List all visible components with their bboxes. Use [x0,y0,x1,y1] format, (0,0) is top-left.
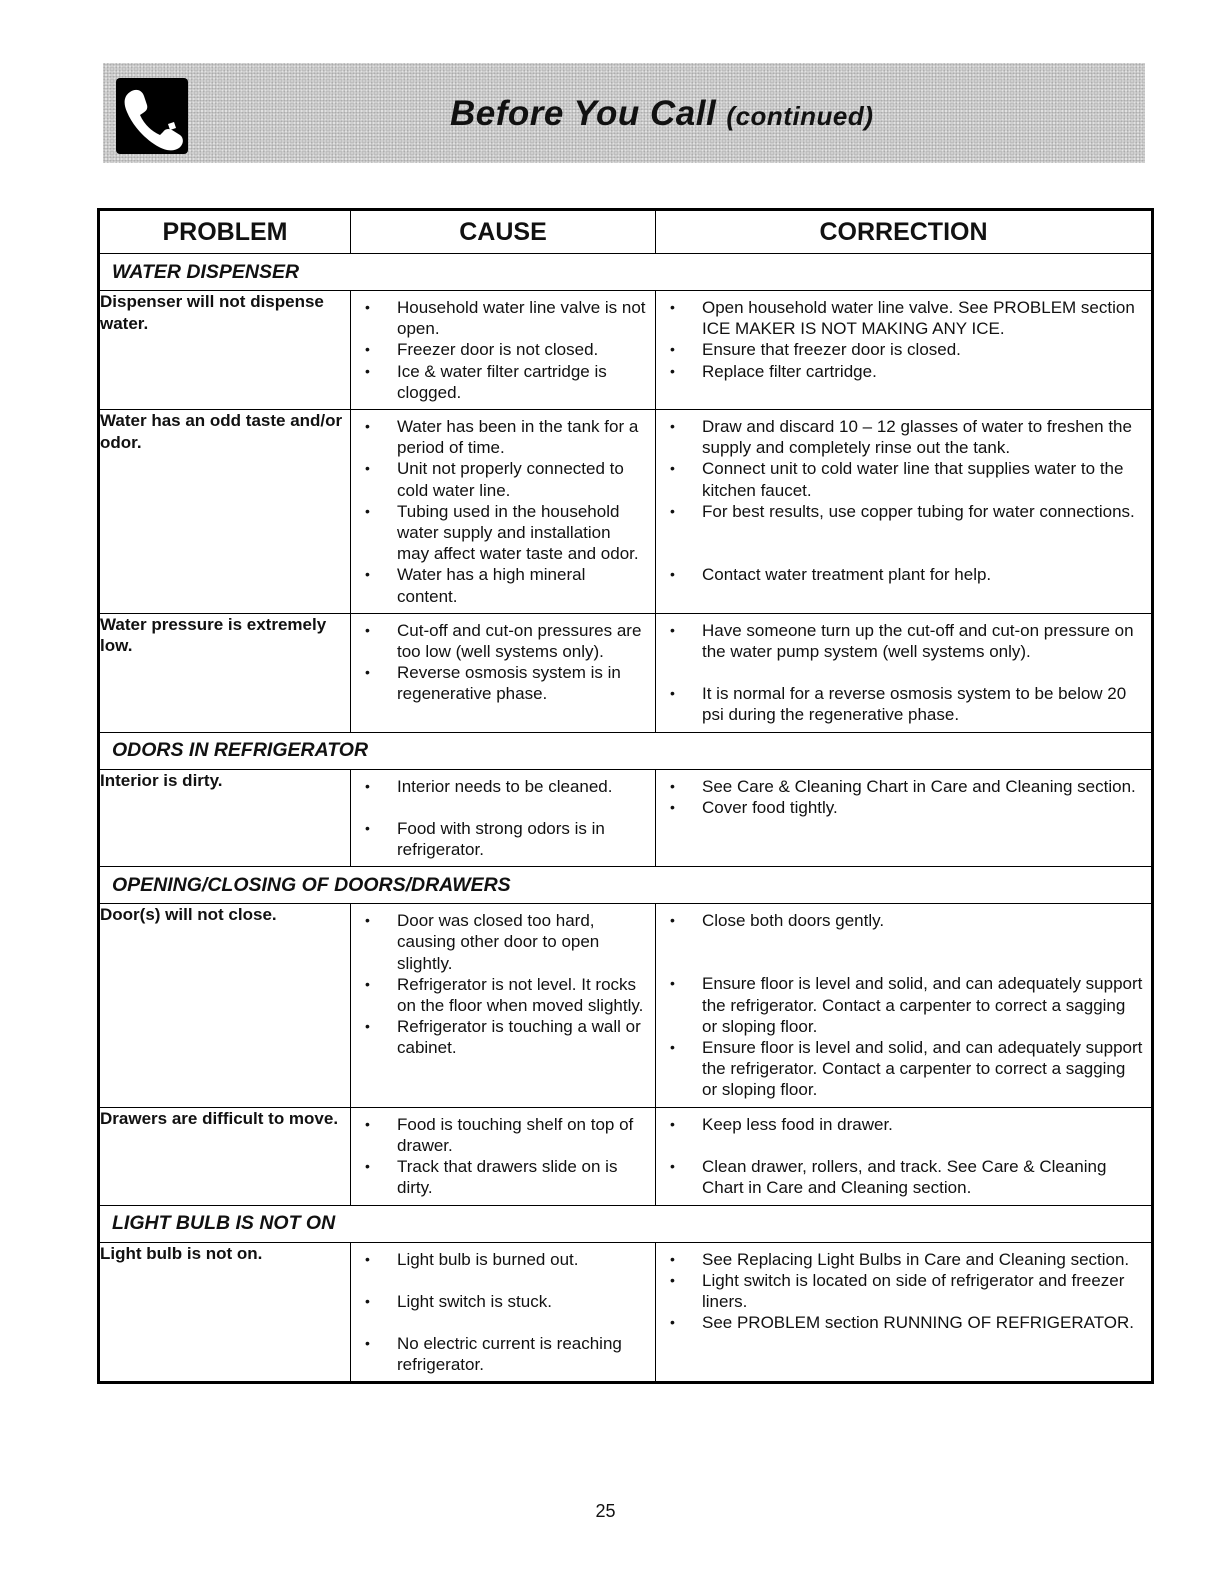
cause-item: • Refrigerator is touching a wall or cabinet. [351,1016,647,1058]
correction-item: • See Replacing Light Bulbs in Care and Cleaning section. [656,1249,1143,1270]
telephone-icon [116,78,188,154]
problem-cell: Door(s) will not close. [99,904,351,1107]
section-heading: WATER DISPENSER [99,254,1153,291]
section-heading: OPENING/CLOSING OF DOORS/DRAWERS [99,867,1153,904]
correction-item: • See Care & Cleaning Chart in Care and Cleaning section. [656,776,1143,797]
cause-item: • Door was closed too hard, causing other door to open slightly. [351,910,647,974]
correction-item: • Ensure floor is level and solid, and can adequately support the refrigerator. Contact a carpenter to correct a sagging or sloping floor. [656,973,1143,1037]
problem-cell: Interior is dirty. [99,769,351,867]
cause-item: • Unit not properly connected to cold water line. [351,458,647,500]
cause-item: • Food is touching shelf on top of drawer. [351,1114,647,1156]
cause-item: • Reverse osmosis system is in regenerative phase. [351,662,647,704]
troubleshooting-table [97,208,1154,1384]
problem-cell: Water pressure is extremely low. [99,613,351,732]
table-row [99,1242,1153,1383]
section-heading: ODORS IN REFRIGERATOR [99,732,1153,769]
cause-cell [351,769,656,867]
correction-item: • Contact water treatment plant for help. [656,564,1143,585]
section-heading-row [99,254,1153,291]
correction-item: • Connect unit to cold water line that supplies water to the kitchen faucet. [656,458,1143,500]
cause-item: • Freezer door is not closed. [351,339,647,360]
table-row [99,410,1153,614]
correction-cell [656,291,1153,410]
cause-item: • Track that drawers slide on is dirty. [351,1156,647,1198]
cause-item: • Ice & water filter cartridge is clogged. [351,361,647,403]
table-row [99,291,1153,410]
correction-item: • Cover food tightly. [656,797,1143,818]
correction-item: • It is normal for a reverse osmosis system to be below 20 psi during the regenerative phase. [656,683,1143,725]
cause-item: • Water has a high mineral content. [351,564,647,606]
section-heading-row [99,1205,1153,1242]
problem-cell: Water has an odd taste and/or odor. [99,410,351,614]
correction-cell [656,410,1153,614]
correction-item: • For best results, use copper tubing for water connections. [656,501,1143,522]
table-row [99,769,1153,867]
section-heading-row [99,732,1153,769]
table-row [99,904,1153,1107]
cause-item: • Food with strong odors is in refrigerator. [351,818,647,860]
cause-cell [351,410,656,614]
cause-item: • No electric current is reaching refrigerator. [351,1333,647,1375]
table-row [99,613,1153,732]
cause-cell [351,291,656,410]
correction-cell [656,1242,1153,1383]
cause-cell [351,613,656,732]
cause-cell [351,1242,656,1383]
problem-cell: Dispenser will not dispense water. [99,291,351,410]
correction-cell [656,613,1153,732]
correction-item: • Replace filter cartridge. [656,361,1143,382]
table-header-row [99,210,1153,254]
column-header-correction: CORRECTION [656,210,1153,254]
cause-item: • Light bulb is burned out. [351,1249,647,1270]
correction-item: • Close both doors gently. [656,910,1143,931]
correction-cell [656,1107,1153,1205]
cause-item: • Tubing used in the household water supply and installation may affect water taste and odor. [351,501,647,565]
cause-cell [351,1107,656,1205]
correction-item: • Open household water line valve. See PROBLEM section ICE MAKER IS NOT MAKING ANY ICE. [656,297,1143,339]
correction-item: • Keep less food in drawer. [656,1114,1143,1135]
table-row [99,1107,1153,1205]
section-heading: LIGHT BULB IS NOT ON [99,1205,1153,1242]
cause-item: • Light switch is stuck. [351,1291,647,1312]
cause-item: • Water has been in the tank for a period of time. [351,416,647,458]
correction-cell [656,769,1153,867]
correction-item: • See PROBLEM section RUNNING OF REFRIGERATOR. [656,1312,1143,1333]
page-number: 25 [595,1501,616,1521]
cause-item: • Household water line valve is not open. [351,297,647,339]
cause-item: • Refrigerator is not level. It rocks on the floor when moved slightly. [351,974,647,1016]
column-header-problem: PROBLEM [99,210,351,254]
correction-item: • Have someone turn up the cut-off and cut-on pressure on the water pump system (well systems only). [656,620,1143,662]
column-header-cause: CAUSE [351,210,656,254]
cause-item: • Cut-off and cut-on pressures are too low (well systems only). [351,620,647,662]
section-heading-row [99,867,1153,904]
problem-cell: Light bulb is not on. [99,1242,351,1383]
correction-item: • Light switch is located on side of refrigerator and freezer liners. [656,1270,1143,1312]
cause-item: • Interior needs to be cleaned. [351,776,647,797]
correction-item: • Draw and discard 10 – 12 glasses of water to freshen the supply and completely rinse out the tank. [656,416,1143,458]
correction-item: • Ensure that freezer door is closed. [656,339,1143,360]
correction-cell [656,904,1153,1107]
page-title: Before You Call (continued) [450,94,874,133]
problem-cell: Drawers are difficult to move. [99,1107,351,1205]
correction-item: • Clean drawer, rollers, and track. See Care & Cleaning Chart in Care and Cleaning section. [656,1156,1143,1198]
cause-cell [351,904,656,1107]
correction-item: • Ensure floor is level and solid, and can adequately support the refrigerator. Contact a carpenter to correct a sagging or sloping floor. [656,1037,1143,1101]
